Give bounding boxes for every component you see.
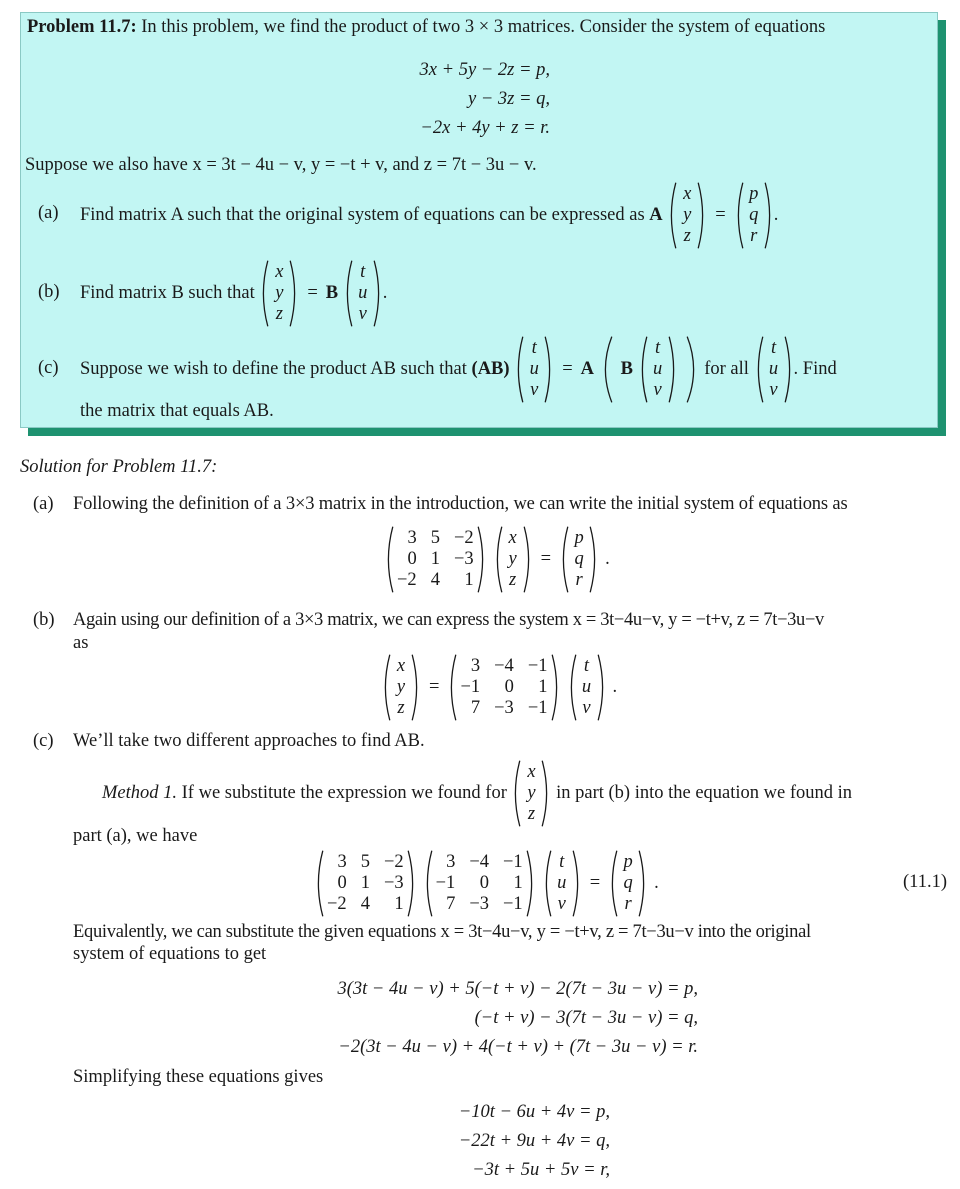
- matrix-a: [384, 526, 487, 593]
- right-paren: [596, 654, 607, 721]
- vector-entries: [578, 654, 596, 721]
- simplified-eq-3: −3t + 5u + 5v = r,: [472, 1160, 610, 1180]
- vector-entries: [649, 336, 667, 403]
- substituted-eq-2: (−t + v) − 3(7t − 3u − v) = q,: [474, 1008, 698, 1028]
- right-paren: [571, 850, 582, 917]
- problem-part-b: [80, 260, 387, 326]
- vector-entry: v: [557, 893, 566, 914]
- method-1-text-after: in part (b) into the equation we found in: [556, 782, 853, 803]
- equivalently-text: Equivalently, we can substitute the given equations x = 3t−4u−v, y = −t+v, z = 7t−3u−v into the original: [73, 922, 811, 942]
- matrix-entries: [325, 850, 406, 917]
- substituted-eq-3: −2(3t − 4u − v) + 4(−t + v) + (7t − 3u − v) = r.: [338, 1037, 698, 1057]
- left-paren: [381, 654, 392, 721]
- matrix-entry: 3: [337, 851, 347, 872]
- problem-title: Problem 11.7:: [27, 17, 137, 37]
- vector-entry: q: [574, 548, 584, 569]
- vector-entry: t: [360, 261, 366, 282]
- vector-entry: t: [655, 337, 661, 358]
- vector-entries: [619, 850, 637, 917]
- vector-entry: q: [749, 204, 759, 225]
- vector-xyz: [493, 526, 533, 593]
- matrix-entry: 3: [470, 655, 481, 676]
- left-paren: [667, 182, 678, 249]
- right-paren: [406, 850, 417, 917]
- vector-entry: x: [508, 527, 517, 548]
- system-eq-3: −2x + 4y + z = r.: [420, 118, 550, 138]
- equivalently-text2: system of equations to get: [73, 944, 267, 964]
- matrix-entry: 0: [407, 548, 417, 569]
- matrix-entry: 5: [360, 851, 370, 872]
- vector-entry: t: [559, 851, 565, 872]
- left-paren: [384, 526, 395, 593]
- outer-parens: [599, 336, 700, 403]
- vector-entry: x: [527, 761, 536, 782]
- problem-part-a-label: (a): [38, 203, 59, 223]
- solution-part-b-equation: [381, 652, 617, 722]
- find-text: . Find: [793, 358, 837, 379]
- equals-sign: =: [562, 358, 573, 379]
- problem-part-c: [80, 336, 837, 402]
- solution-part-a-label: (a): [33, 494, 54, 514]
- vector-entry: z: [683, 225, 691, 246]
- matrix-entry: 1: [394, 893, 404, 914]
- matrix-entry: 4: [360, 893, 370, 914]
- left-paren: [542, 850, 553, 917]
- vector-entry: r: [624, 893, 632, 914]
- matrix-a-symbol: A: [580, 358, 594, 379]
- problem-part-b-label: (b): [38, 282, 60, 302]
- vector-entry: y: [396, 676, 406, 697]
- left-paren: [314, 850, 325, 917]
- right-paren: [696, 182, 707, 249]
- vector-entries: [553, 850, 571, 917]
- matrix-a: [314, 850, 417, 917]
- vector-entry: y: [527, 782, 536, 803]
- matrix-entry: 1: [360, 872, 370, 893]
- vector-entries: [270, 260, 288, 327]
- vector-entry: z: [275, 303, 283, 324]
- solution-part-a-text: Following the definition of a 3×3 matrix in the introduction, we can write the initial system of equations as: [73, 494, 848, 514]
- solution-part-c-label: (c): [33, 731, 54, 751]
- vector-entry: v: [769, 379, 778, 400]
- left-paren: [559, 526, 570, 593]
- left-paren: [514, 336, 525, 403]
- period: .: [612, 676, 618, 697]
- vector-entry: u: [652, 358, 663, 379]
- problem-part-c-text: Suppose we wish to define the product AB such that: [80, 358, 467, 379]
- left-paren: [754, 336, 765, 403]
- vector-entry: x: [683, 183, 692, 204]
- matrix-entry: 3: [446, 851, 456, 872]
- right-paren: [637, 850, 648, 917]
- vector-entries: [525, 336, 543, 403]
- right-paren: [522, 526, 533, 593]
- vector-entry: u: [581, 676, 592, 697]
- simplifying-text: Simplifying these equations gives: [73, 1067, 324, 1087]
- for-all-text: for all: [704, 358, 749, 379]
- vector-entry: t: [531, 337, 537, 358]
- vector-entries: [504, 526, 522, 593]
- vector-xyz: [259, 260, 299, 327]
- vector-entries: [745, 182, 763, 249]
- solution-part-b-label: (b): [33, 610, 55, 630]
- solution-part-b-text2: as: [73, 633, 89, 653]
- vector-entry: r: [575, 569, 583, 590]
- vector-entry: p: [623, 851, 633, 872]
- right-paren: [540, 760, 551, 827]
- matrix-a-symbol: A: [649, 204, 663, 225]
- vector-entry: u: [358, 282, 368, 303]
- period: .: [605, 548, 610, 569]
- matrix-entry: 0: [337, 872, 347, 893]
- left-paren: [259, 260, 270, 327]
- matrix-entry: 0: [504, 676, 514, 697]
- vector-entry: v: [358, 303, 367, 324]
- matrix-entry: −3: [494, 697, 514, 718]
- vector-entry: u: [529, 358, 539, 379]
- vector-entry: z: [509, 569, 517, 590]
- left-paren: [608, 850, 619, 917]
- ab-product: (AB): [471, 358, 510, 379]
- matrix-entry: 7: [470, 697, 481, 718]
- equals-sign: =: [715, 204, 726, 225]
- matrix-b: [447, 654, 560, 721]
- problem-system: [380, 56, 550, 143]
- matrix-entry: −1: [460, 676, 481, 697]
- vector-entry: y: [683, 204, 692, 225]
- matrix-entry: 1: [430, 548, 440, 569]
- right-paren: [410, 654, 421, 721]
- vector-tuv: [638, 336, 678, 403]
- left-paren: [638, 336, 649, 403]
- matrix-b-symbol: B: [620, 358, 633, 379]
- right-paren: [588, 526, 599, 593]
- vector-xyz: [667, 182, 707, 249]
- vector-entries: [392, 654, 410, 721]
- problem-part-b-text: Find matrix B such that: [80, 282, 255, 303]
- method-1-line2: part (a), we have: [73, 826, 198, 846]
- right-paren: [763, 182, 774, 249]
- vector-entry: z: [527, 803, 536, 824]
- vector-xyz: [511, 760, 551, 827]
- vector-entry: v: [653, 379, 662, 400]
- matrix-entry: −4: [469, 851, 489, 872]
- problem-part-c-label: (c): [38, 358, 59, 378]
- vector-entries: [522, 760, 540, 827]
- matrix-entry: −1: [503, 893, 523, 914]
- right-paren: [476, 526, 487, 593]
- solution-heading: Solution for Problem 11.7:: [20, 457, 218, 477]
- problem-part-a: [80, 182, 778, 248]
- matrix-entry: 7: [446, 893, 456, 914]
- vector-entries: [765, 336, 783, 403]
- simplified-system: [420, 1098, 610, 1185]
- matrix-entry: −1: [435, 872, 456, 893]
- vector-entry: u: [557, 872, 567, 893]
- left-paren: [511, 760, 522, 827]
- substituted-eq-1: 3(3t − 4u − v) + 5(−t + v) − 2(7t − 3u − v) = p,: [337, 979, 698, 999]
- solution-part-c-text: [73, 731, 425, 752]
- vector-entry: t: [583, 655, 590, 676]
- problem-part-a-text: Find matrix A such that the original system of equations can be expressed as: [80, 204, 645, 225]
- matrix-entry: −2: [453, 527, 474, 548]
- method-1-line: [102, 760, 852, 826]
- matrix-entry: −3: [469, 893, 489, 914]
- matrix-entry: 3: [407, 527, 417, 548]
- right-paren: [543, 336, 554, 403]
- vector-entry: v: [582, 697, 591, 718]
- problem-suppose: Suppose we also have x = 3t − 4u − v, y = −t + v, and z = 7t − 3u − v.: [25, 155, 537, 175]
- vector-entry: y: [275, 282, 284, 303]
- matrix-entry: −3: [383, 872, 404, 893]
- solution-part-c-intro: We’ll take two different approaches to find AB.: [73, 731, 425, 751]
- right-paren: [372, 260, 383, 327]
- matrix-entry: 4: [430, 569, 440, 590]
- vector-tuv: [514, 336, 554, 403]
- left-paren: [343, 260, 354, 327]
- left-paren: [599, 336, 615, 403]
- vector-pqr: [734, 182, 774, 249]
- equals-sign: =: [589, 872, 601, 893]
- vector-pqr: [559, 526, 599, 593]
- period: .: [654, 872, 659, 893]
- vector-entry: z: [397, 697, 405, 718]
- problem-part-c-line2: the matrix that equals AB.: [80, 401, 274, 421]
- left-paren: [493, 526, 504, 593]
- vector-xyz: [381, 654, 421, 721]
- right-paren: [288, 260, 299, 327]
- vector-pqr: [608, 850, 648, 917]
- method-1-label: Method 1.: [102, 782, 178, 803]
- matrix-entries: [458, 654, 549, 721]
- right-paren: [684, 336, 700, 403]
- matrix-entry: −1: [527, 697, 548, 718]
- matrix-b: [423, 850, 536, 917]
- solution-part-a-equation: [384, 524, 610, 594]
- matrix-entry: −2: [327, 893, 347, 914]
- matrix-entry: −2: [383, 851, 404, 872]
- method-1-text: If we substitute the expression we found for: [181, 782, 507, 803]
- left-paren: [447, 654, 458, 721]
- vector-entry: x: [275, 261, 284, 282]
- vector-tuv: [754, 336, 794, 403]
- vector-entries: [354, 260, 372, 327]
- simplified-eq-1: −10t − 6u + 4v = p,: [458, 1102, 610, 1122]
- matrix-entry: 1: [513, 872, 523, 893]
- right-paren: [525, 850, 536, 917]
- vector-tuv: [343, 260, 383, 327]
- matrix-entry: −4: [494, 655, 514, 676]
- left-paren: [734, 182, 745, 249]
- vector-tuv: [542, 850, 582, 917]
- matrix-entries: [395, 526, 476, 593]
- matrix-entry: −2: [397, 569, 417, 590]
- system-eq-1: 3x + 5y − 2z = p,: [419, 60, 550, 80]
- matrix-entry: −1: [527, 655, 548, 676]
- equals-sign: =: [540, 548, 552, 569]
- problem-intro: In this problem, we find the product of two 3 × 3 matrices. Consider the system of equations: [141, 17, 826, 37]
- equation-11-1: [314, 848, 659, 918]
- vector-entries: [570, 526, 588, 593]
- matrix-entry: −3: [453, 548, 474, 569]
- matrix-entry: 0: [479, 872, 489, 893]
- matrix-entry: 1: [538, 676, 548, 697]
- equals-sign: =: [429, 676, 440, 697]
- vector-entry: p: [574, 527, 584, 548]
- vector-entry: t: [770, 337, 777, 358]
- vector-entry: r: [750, 225, 758, 246]
- simplified-eq-2: −22t + 9u + 4v = q,: [458, 1131, 610, 1151]
- vector-tuv: [567, 654, 607, 721]
- period: .: [382, 282, 388, 303]
- vector-entry: q: [623, 872, 633, 893]
- system-eq-2: y − 3z = q,: [467, 89, 550, 109]
- vector-entry: x: [396, 655, 406, 676]
- vector-entry: p: [749, 183, 759, 204]
- left-paren: [423, 850, 434, 917]
- matrix-b-symbol: B: [325, 282, 339, 303]
- vector-entry: y: [508, 548, 517, 569]
- vector-entry: u: [768, 358, 779, 379]
- right-paren: [783, 336, 794, 403]
- matrix-entry: −1: [503, 851, 523, 872]
- substituted-system: [310, 975, 698, 1062]
- period: .: [773, 204, 779, 225]
- problem-title-line: [27, 17, 825, 38]
- equals-sign: =: [307, 282, 318, 303]
- matrix-entry: 1: [464, 569, 474, 590]
- matrix-entries: [434, 850, 525, 917]
- left-paren: [567, 654, 578, 721]
- equation-number: (11.1): [903, 872, 948, 892]
- right-paren: [550, 654, 561, 721]
- matrix-entry: 5: [430, 527, 440, 548]
- vector-entries: [678, 182, 696, 249]
- vector-entry: v: [530, 379, 539, 400]
- right-paren: [667, 336, 678, 403]
- solution-part-b-text: Again using our definition of a 3×3 matrix, we can express the system x = 3t−4u−v, y = −t+v, z = 7t−3u−v: [73, 610, 824, 630]
